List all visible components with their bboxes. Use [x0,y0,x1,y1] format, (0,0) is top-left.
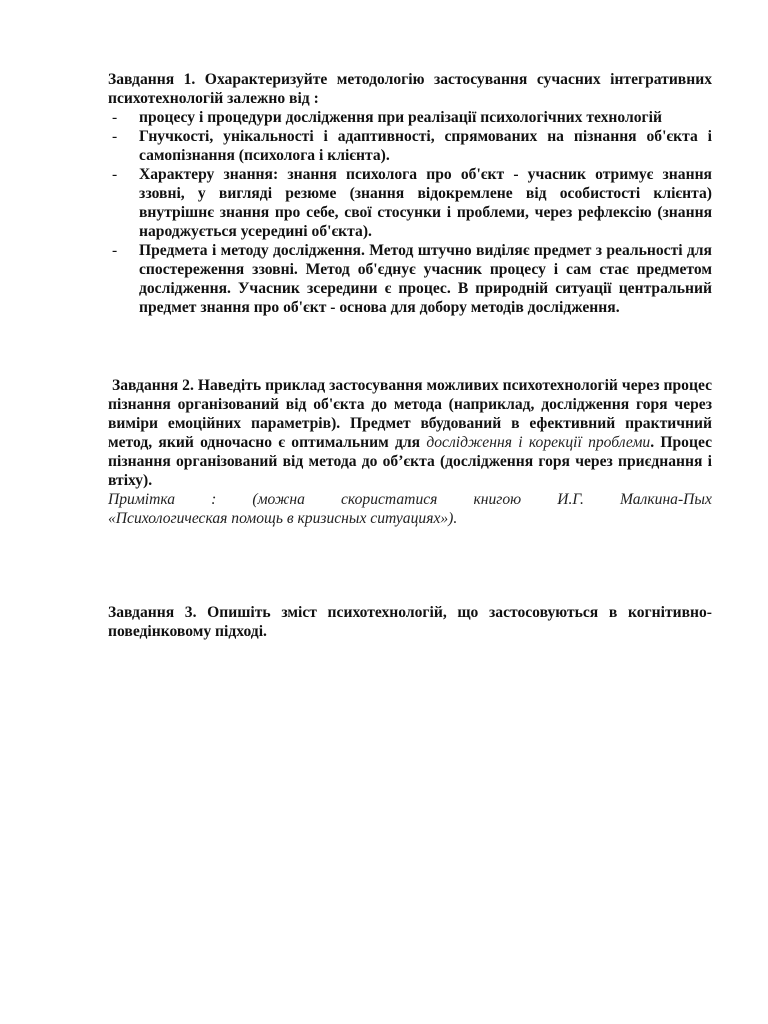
task2-paragraph [108,376,712,490]
list-item [108,241,712,317]
task2-text-2: . Процес пізнання організований від метода до об’єкта (дослідження горя через приєднання і втіху). [108,434,712,489]
task2-italic-text: дослідження і корекції проблеми [426,434,651,451]
note-line-1 [108,490,712,509]
note-word: Малкина-Пых [619,491,712,508]
dash-marker: - [112,166,118,183]
list-item [108,108,712,127]
note-word: : [211,491,217,508]
task2-note [108,490,712,528]
task1-list [108,108,712,317]
dash-marker: - [112,242,118,259]
dash-marker: - [112,109,118,126]
task2-title: Завдання 2. Наведіть приклад застосування можливих психотехнологій через процес пізнання організований від об'єкта до метода (наприклад, дослідження горя через виміри емоційних параметрів). [108,377,712,432]
list-item-text: Гнучкості, унікальності і адаптивності, спрямованих на пізнання об'єкта і самопізнання (психолога і клієнта). [139,128,712,164]
task2-text-1: Предмет вбудований в ефективний практичний метод, який одночасно є оптимальним для [108,415,712,451]
note-word: скористатися [341,491,438,508]
note-line-2: «Психологическая помощь в кризисных ситуациях»). [108,510,458,527]
note-word: (можна [252,491,305,508]
document-page [108,66,712,657]
list-item [108,127,712,165]
list-item-text: процесу і процедури дослідження при реалізації психологічних технологій [139,109,662,126]
task3-title: Завдання 3. Опишіть зміст психотехнологій, що застосовуються в когнітивно-поведінковому підході. [108,604,712,640]
task1-title: Завдання 1. Охарактеризуйте методологію застосування сучасних інтегративних психотехнологій залежно від : [108,71,712,107]
list-item-text: Предмета і методу дослідження. Метод штучно виділяє предмет з реальності для спостереження ззовні. Метод об'єднує учасник процесу і сам стає предметом дослідження. Учасник зсередини є процес. В природній ситуації центральний предмет знання про об'єкт - основа для добору методів дослідження. [139,242,712,316]
dash-marker: - [112,128,118,145]
list-item [108,165,712,241]
list-item-text: Характеру знання: знання психолога про об'єкт - учасник отримує знання ззовні, у вигляді резюме (знання відокремлене від особистості клієнта) внутрішнє знання про себе, свої стосунки і проблеми, через рефлексію (знання народжується усередині об'єкта). [139,166,712,240]
note-word: книгою [473,491,522,508]
note-word: И.Г. [557,491,584,508]
note-word: Примітка [108,491,176,508]
